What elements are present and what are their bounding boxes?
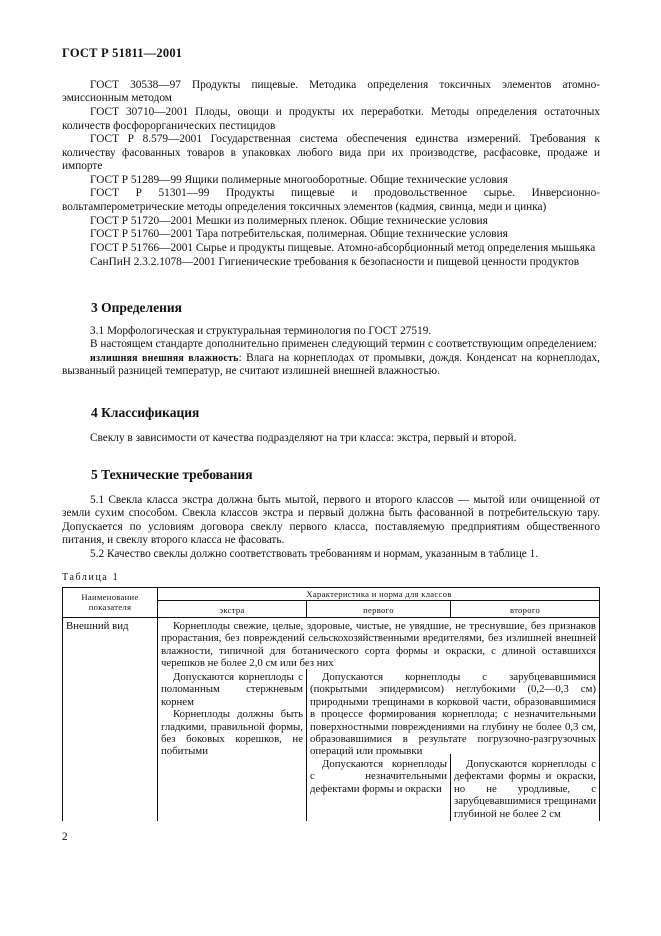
table-border-left: [62, 587, 63, 821]
cell-first-second: [310, 671, 596, 758]
col-header-extra: экстра: [219, 605, 245, 615]
section-3-title: 3 Определения: [91, 300, 182, 315]
term: излишняя внешняя влажность: [90, 352, 239, 364]
reference-item: ГОСТ 30710—2001 Плоды, овощи и продукты их переработки. Методы определения остаточных количеств фосфорорганических пестицидов: [62, 106, 600, 132]
reference-item: ГОСТ Р 51720—2001 Мешки из полимерных пленок. Общие технические условия: [90, 214, 488, 227]
table-subheader-line: [157, 600, 600, 601]
paragraph: В настоящем стандарте дополнительно применен следующий термин с соответствующим определением:: [90, 338, 597, 351]
term-definition: [62, 352, 600, 379]
reference-item: СанПиН 2.3.2.1078—2001 Гигиенические требования к безопасности и пищевой ценности продуктов: [90, 255, 580, 268]
reference-item: ГОСТ Р 51766—2001 Сырье и продукты пищевые. Атомно-абсорбционный метод определения мышьяка: [90, 241, 596, 254]
reference-item: ГОСТ Р 8.579—2001 Государственная система обеспечения единства измерений. Требования к количеству фасованных товаров в упаковках любого вида при их производстве, расфасовке, продаже и импорте: [62, 133, 600, 173]
paragraph: 3.1 Морфологическая и структуральная терминология по ГОСТ 27519.: [90, 325, 432, 337]
reference-item: ГОСТ Р 51760—2001 Тара потребительская, полимерная. Общие технические условия: [90, 228, 508, 241]
row-name: Внешний вид: [66, 620, 129, 632]
cell-text: Корнеплоды должны быть гладкими, правильной формы, без боковых корешков, не побитыми: [161, 708, 303, 758]
cell-extra: [161, 671, 303, 758]
col-header-second: второго: [509, 605, 541, 615]
cell-text: Допускаются корнеплоды с поломанным стержневым корнем: [161, 671, 303, 708]
page-number: 2: [62, 831, 68, 843]
definition: : Влага на корнеплодах от промывки, дождя. Конденсат на корнеплодах, вызванный разницей температур, не считают излишней внешней влажностью.: [62, 351, 600, 378]
table-divider-body-2: [450, 754, 451, 821]
section-5-title: 5 Технические требования: [91, 467, 253, 482]
table-border-right: [599, 587, 600, 821]
cell-text: Корнеплоды свежие, целые, здоровые, чистые, не увядшие, не треснувшие, без признаков прорастания, без повреждений сельскохозяйственными вредителями, без излишней внешней влажности, типичной для ботанического сорта формы и окраски, с длиной оставшихся черешков не более 2,0 см или без них: [161, 620, 596, 670]
reference-item: ГОСТ Р 51301—99 Продукты пищевые и продовольственное сырье. Инверсионно-вольтамперометрические методы определения токсичных элементов (кадмия, свинца, меди и цинка): [62, 187, 600, 213]
reference-item: ГОСТ Р 51289—99 Ящики полимерные многооборотные. Общие технические условия: [90, 173, 508, 186]
section-3-body: [62, 325, 600, 379]
paragraph: 5.1 Свекла класса экстра должна быть мытой, первого и второго классов — мытой или очищенной от земли сухим способом. Свекла классов экстра и первый должна быть фасованной в потребительскую тару. Допускается по условиям договора свеклу первого класса, поставляемую предприятиям общественного питания, и свеклу второго класса не фасовать.: [62, 494, 600, 547]
col-header-group: Характеристика и норма для классов: [306, 589, 452, 599]
col-header-first: первого: [363, 605, 394, 615]
cell-all-classes: [161, 620, 596, 670]
section-4-title: 4 Классификация: [91, 405, 200, 420]
table-divider-body-1: [306, 669, 307, 821]
paragraph: 5.2 Качество свеклы должно соответствовать требованиям и нормам, указанным в таблице 1.: [90, 547, 539, 560]
cell-text: Допускаются корнеплоды с зарубцевавшимися (покрытыми эпидермисом) неглубокими (0,2—0,3 см) природными трещинами в корковой части, образовавшимися в процессе формирования корнеплода; с незначительными поверхностными повреждениями на глубину не более 0,3 см, образовавшимися в результате погрузочно-разгрузочных операций или промывки: [310, 671, 596, 758]
table-border-top: [62, 587, 600, 588]
table-caption: Таблица 1: [62, 572, 120, 583]
reference-item: ГОСТ 30538—97 Продукты пищевые. Методика определения токсичных элементов атомно-эмиссионным методом: [62, 79, 600, 105]
cell-first: [310, 758, 447, 795]
section-5-body: [62, 494, 600, 561]
table-header-bottom: [62, 617, 600, 618]
section-4-body: [62, 432, 600, 445]
table-1: [62, 587, 600, 821]
document-header: ГОСТ Р 51811—2001: [62, 46, 183, 60]
references-list: [62, 79, 600, 269]
table-divider-name: [157, 587, 158, 821]
paragraph: Свеклу в зависимости от качества подразделяют на три класса: экстра, первый и второй.: [90, 432, 517, 444]
col-header-name: Наименование показателя: [81, 592, 139, 612]
cell-text: Допускаются корнеплоды с незначительными дефектами формы и окраски: [310, 758, 447, 795]
cell-text: Допускаются корнеплоды с дефектами формы и окраски, но не уродливые, с зарубцевавшимися трещинами глубиной не более 2 см: [454, 758, 596, 820]
cell-second: [454, 758, 596, 820]
